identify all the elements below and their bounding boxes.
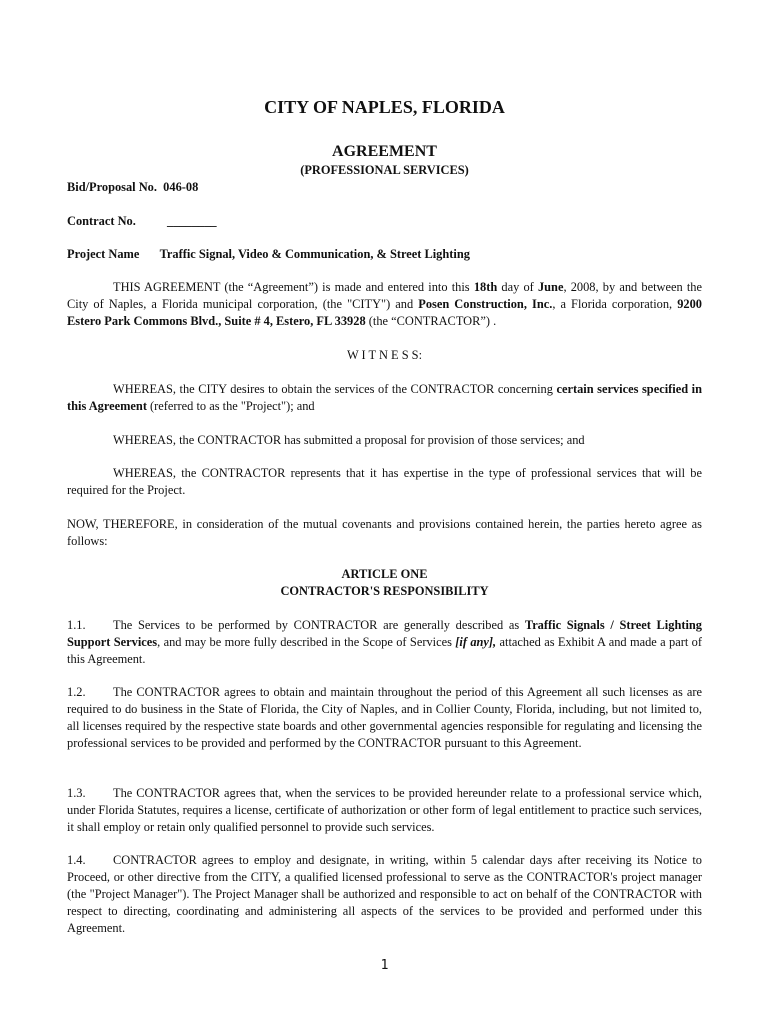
whereas-1-text-a: WHEREAS, the CITY desires to obtain the services of the CONTRACTOR concerning — [113, 382, 557, 396]
article-title: ARTICLE ONE — [341, 567, 428, 581]
section-1-2-text: The CONTRACTOR agrees to obtain and maintain throughout the period of this Agreement all such licenses as are required to do business in the State of Florida, the City of Naples, and in Collier County, Florida, including, but not limited to, all licenses required by the respective state boards and other governmental agencies responsible for regulating and licensing the professional services to be provided and performed by the CONTRACTOR pursuant to this Agreement. — [67, 685, 702, 750]
article-subtitle: CONTRACTOR'S RESPONSIBILITY — [280, 584, 489, 598]
intro-text-3: , 2008, by and between the City of Naples, a Florida municipal corporation, (the "CITY") and — [67, 280, 702, 311]
section-1-1-number: 1.1. — [67, 618, 86, 632]
section-1-3-number: 1.3. — [67, 786, 86, 800]
section-1-3 — [67, 785, 702, 836]
agreement-subheading: (PROFESSIONAL SERVICES) — [300, 163, 469, 177]
section-1-4 — [67, 852, 702, 937]
whereas-3: WHEREAS, the CONTRACTOR represents that it has expertise in the type of professional services that will be required for the Project. — [67, 466, 702, 497]
contract-line — [67, 213, 217, 230]
section-1-3-text: The CONTRACTOR agrees that, when the services to be provided hereunder relate to a professional service which, under Florida Statutes, requires a license, certificate of authorization or other form of legal entitlement to practice such services, it shall employ or retain only qualified personnel to provide such services. — [67, 786, 702, 834]
page-number: 1 — [380, 958, 389, 973]
whereas-1-bold: certain services specified in this Agreement — [67, 382, 702, 413]
project-line — [67, 246, 470, 263]
contract-label: Contract No. — [67, 214, 136, 228]
intro-paragraph — [67, 279, 702, 330]
section-1-1-text-c: attached as Exhibit A and made a part of this Agreement. — [67, 635, 702, 666]
intro-text-1: THIS AGREEMENT (the “Agreement”) is made and entered into this — [113, 280, 474, 294]
intro-text-2: day of — [497, 280, 538, 294]
contract-value: ________ — [167, 214, 217, 228]
section-1-1-text-b: , and may be more fully described in the Scope of Services — [157, 635, 456, 649]
whereas-1-text-b: (referred to as the "Project"); and — [146, 399, 315, 413]
witness-heading: W I T N E S S: — [346, 348, 423, 362]
intro-contractor: Posen Construction, Inc. — [418, 297, 553, 311]
section-1-4-number: 1.4. — [67, 853, 86, 867]
section-1-1-bold: Traffic Signals / Street Lighting Support Services — [67, 618, 702, 649]
section-1-1-text-a: The Services to be performed by CONTRACTOR are generally described as — [113, 618, 525, 632]
intro-text-5: (the “CONTRACTOR”) . — [365, 314, 497, 328]
whereas-2: WHEREAS, the CONTRACTOR has submitted a proposal for provision of those services; and — [113, 433, 585, 447]
bid-label: Bid/Proposal No. — [67, 180, 157, 194]
intro-address: 9200 Estero Park Commons Blvd., Suite # 4, Estero, FL 33928 — [67, 297, 702, 328]
section-1-2-number: 1.2. — [67, 685, 86, 699]
intro-day: 18th — [473, 280, 498, 294]
intro-month: June — [537, 280, 564, 294]
agreement-heading: AGREEMENT — [332, 143, 437, 160]
bid-value: 046-08 — [163, 180, 199, 194]
section-1-1-italic: [if any], — [455, 635, 497, 649]
section-1-2 — [67, 684, 702, 752]
project-label: Project Name — [67, 247, 140, 261]
intro-text-4: , a Florida corporation, — [552, 297, 678, 311]
city-heading: CITY OF NAPLES, FLORIDA — [264, 97, 505, 117]
now-therefore-paragraph: NOW, THEREFORE, in consideration of the mutual covenants and provisions contained herein, the parties hereto agree as follows: — [67, 517, 702, 548]
bid-proposal-line — [67, 179, 198, 196]
section-1-1 — [67, 617, 702, 668]
project-value: Traffic Signal, Video & Communication, & Street Lighting — [159, 247, 470, 261]
section-1-4-text: CONTRACTOR agrees to employ and designate, in writing, within 5 calendar days after receiving its Notice to Proceed, or other directive from the CITY, a qualified licensed professional to serve as the CONTRACTOR's project manager (the "Project Manager"). The Project Manager shall be authorized and responsible to act on behalf of the CONTRACTOR with respect to directing, coordinating and administering all aspects of the services to be provided and performed under this Agreement. — [67, 853, 702, 935]
whereas-1 — [67, 381, 702, 415]
